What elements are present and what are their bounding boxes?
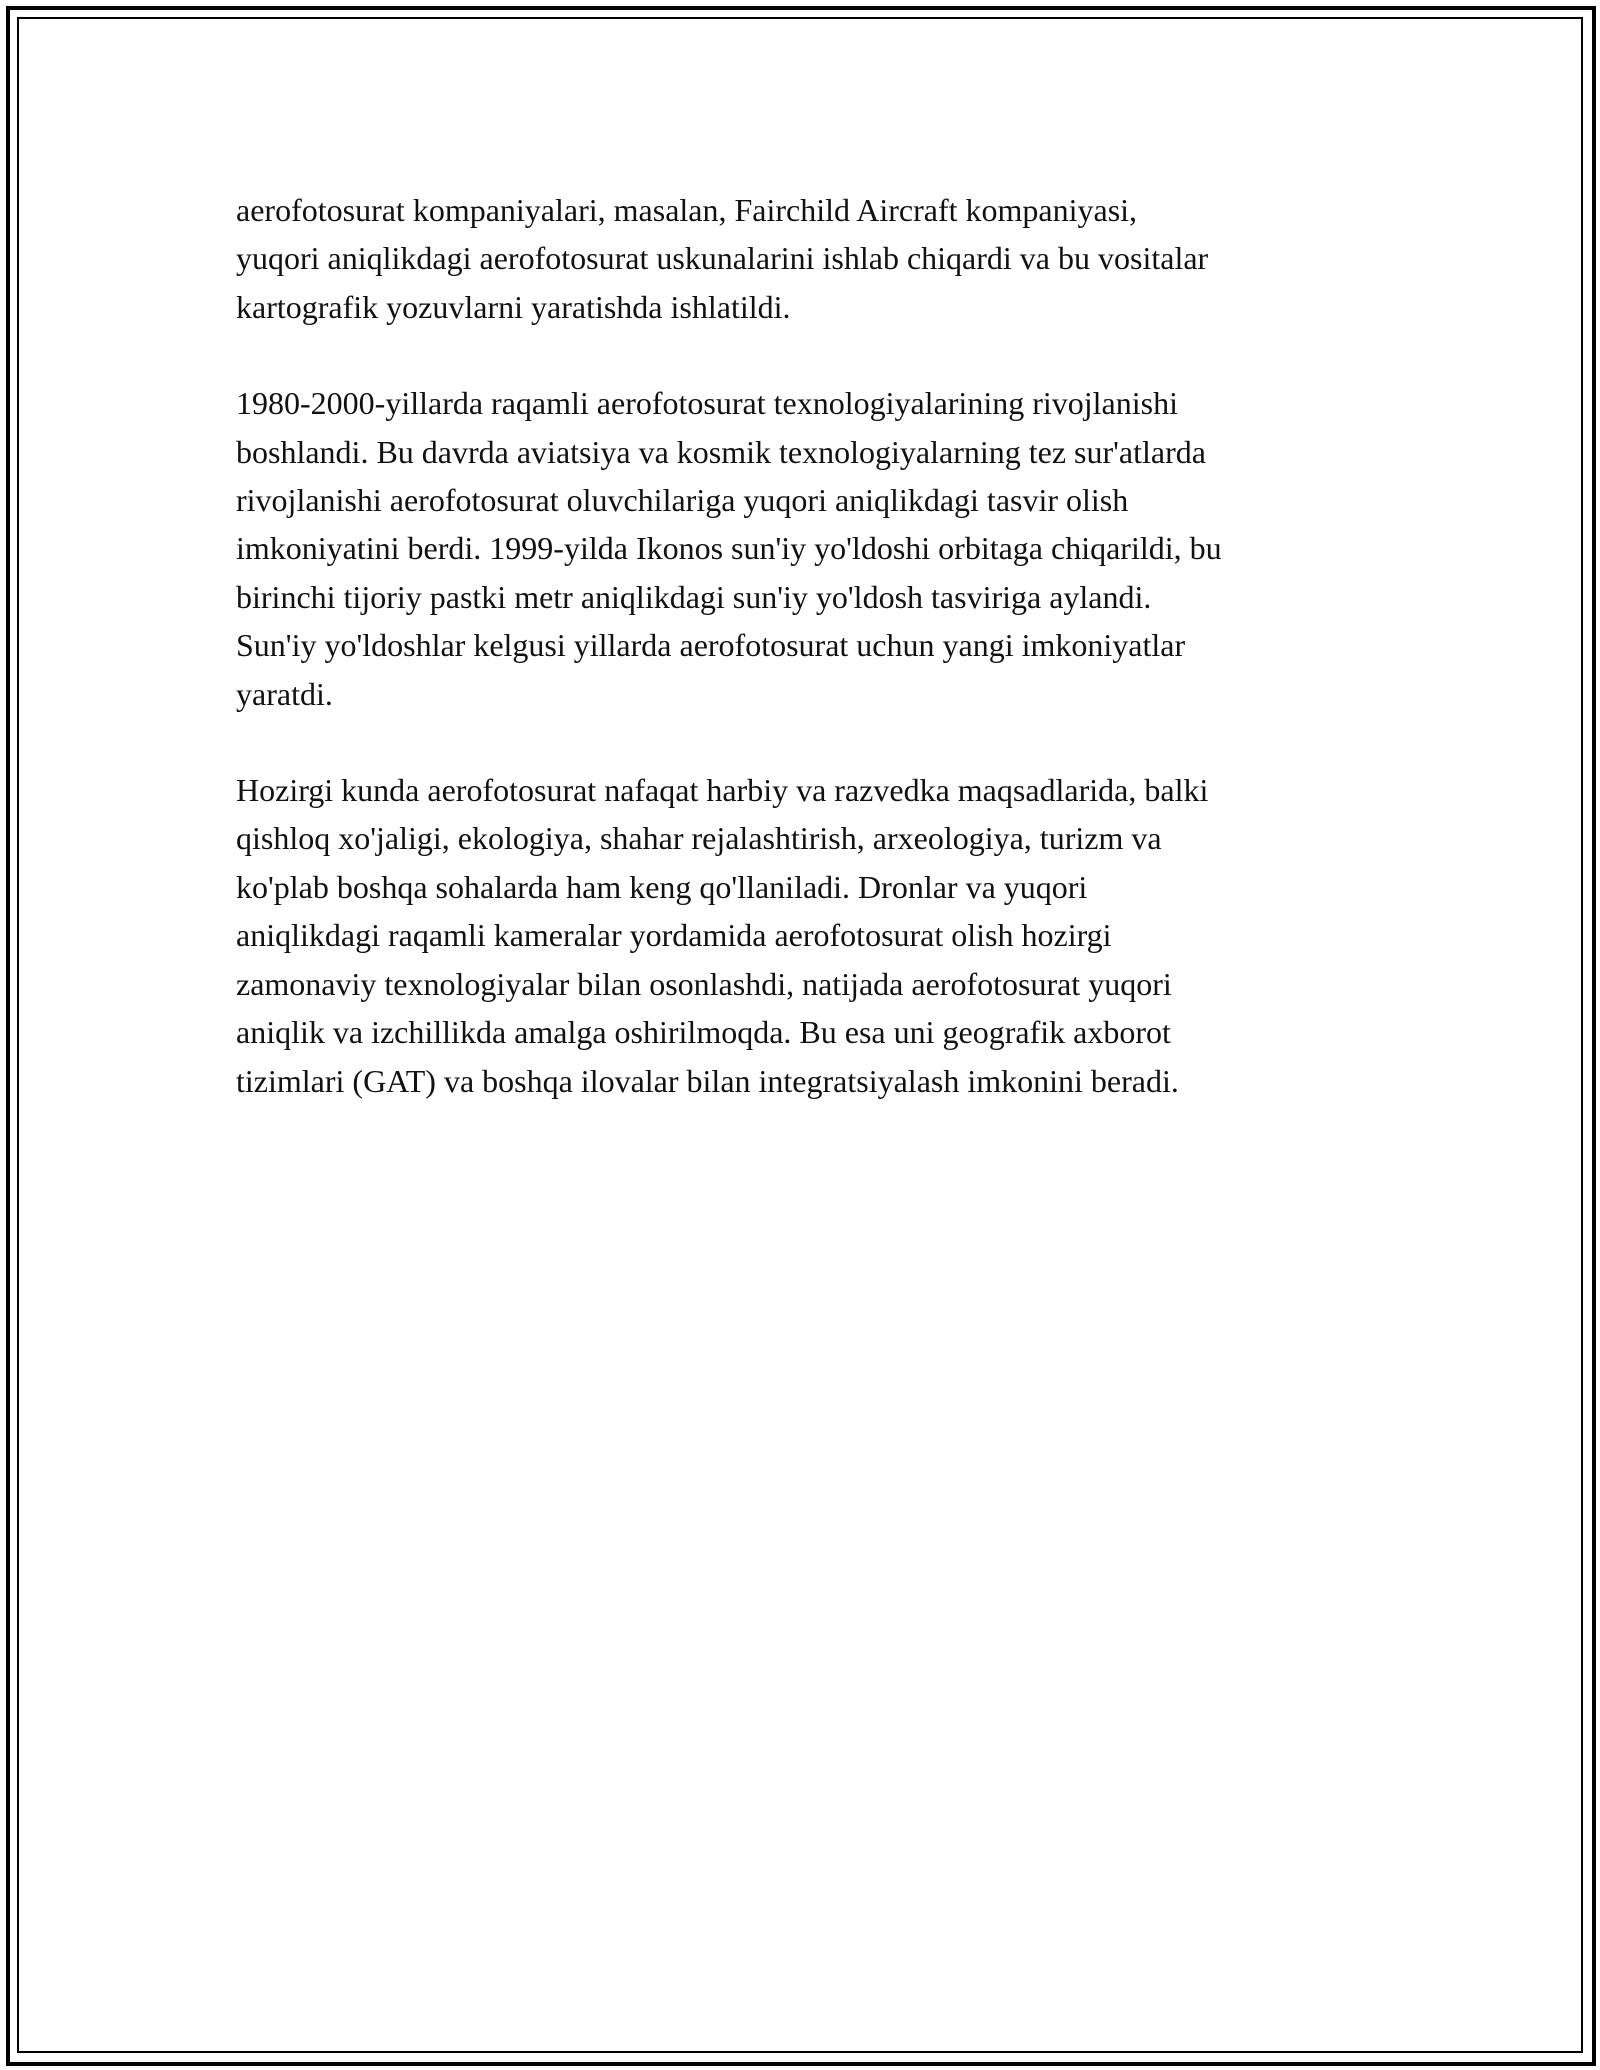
text-line: aniqlik va izchillikda amalga oshirilmoqda. Bu esa uni geografik axborot <box>236 1014 1171 1051</box>
paragraph-3 <box>236 766 1376 1105</box>
text-line: boshlandi. Bu davrda aviatsiya va kosmik texnologiyalarning tez sur'atlarda <box>236 433 1206 470</box>
text-line: Sun'iy yo'ldoshlar kelgusi yillarda aerofotosurat uchun yangi imkoniyatlar <box>236 627 1186 664</box>
text-line: Hozirgi kunda aerofotosurat nafaqat harbiy va razvedka maqsadlarida, balki <box>236 772 1209 809</box>
text-line: zamonaviy texnologiyalar bilan osonlashdi, natijada aerofotosurat yuqori <box>236 965 1172 1002</box>
text-line: qishloq xo'jaligi, ekologiya, shahar rejalashtirish, arxeologiya, turizm va <box>236 820 1162 857</box>
text-line: aniqlikdagi raqamli kameralar yordamida aerofotosurat olish hozirgi <box>236 917 1112 954</box>
text-line: yuqori aniqlikdagi aerofotosurat uskunalarini ishlab chiqardi va bu vositalar <box>236 240 1209 277</box>
paragraph-2 <box>236 379 1376 718</box>
text-line: kartografik yozuvlarni yaratishda ishlatildi. <box>236 288 791 325</box>
text-line: ko'plab boshqa sohalarda ham keng qo'llaniladi. Dronlar va yuqori <box>236 868 1088 905</box>
text-line: yaratdi. <box>236 675 333 712</box>
paragraph-1 <box>236 186 1376 331</box>
text-line: imkoniyatini berdi. 1999-yilda Ikonos sun'iy yo'ldoshi orbitaga chiqarildi, bu <box>236 530 1222 567</box>
text-line: tizimlari (GAT) va boshqa ilovalar bilan integratsiyalash imkonini beradi. <box>236 1062 1179 1099</box>
text-line: 1980-2000-yillarda raqamli aerofotosurat texnologiyalarining rivojlanishi <box>236 385 1178 422</box>
text-line: birinchi tijoriy pastki metr aniqlikdagi sun'iy yo'ldosh tasviriga aylandi. <box>236 578 1152 615</box>
text-line: rivojlanishi aerofotosurat oluvchilariga yuqori aniqlikdagi tasvir olish <box>236 482 1129 519</box>
text-line: aerofotosurat kompaniyalari, masalan, Fairchild Aircraft kompaniyasi, <box>236 192 1138 228</box>
document-body <box>236 186 1376 1153</box>
